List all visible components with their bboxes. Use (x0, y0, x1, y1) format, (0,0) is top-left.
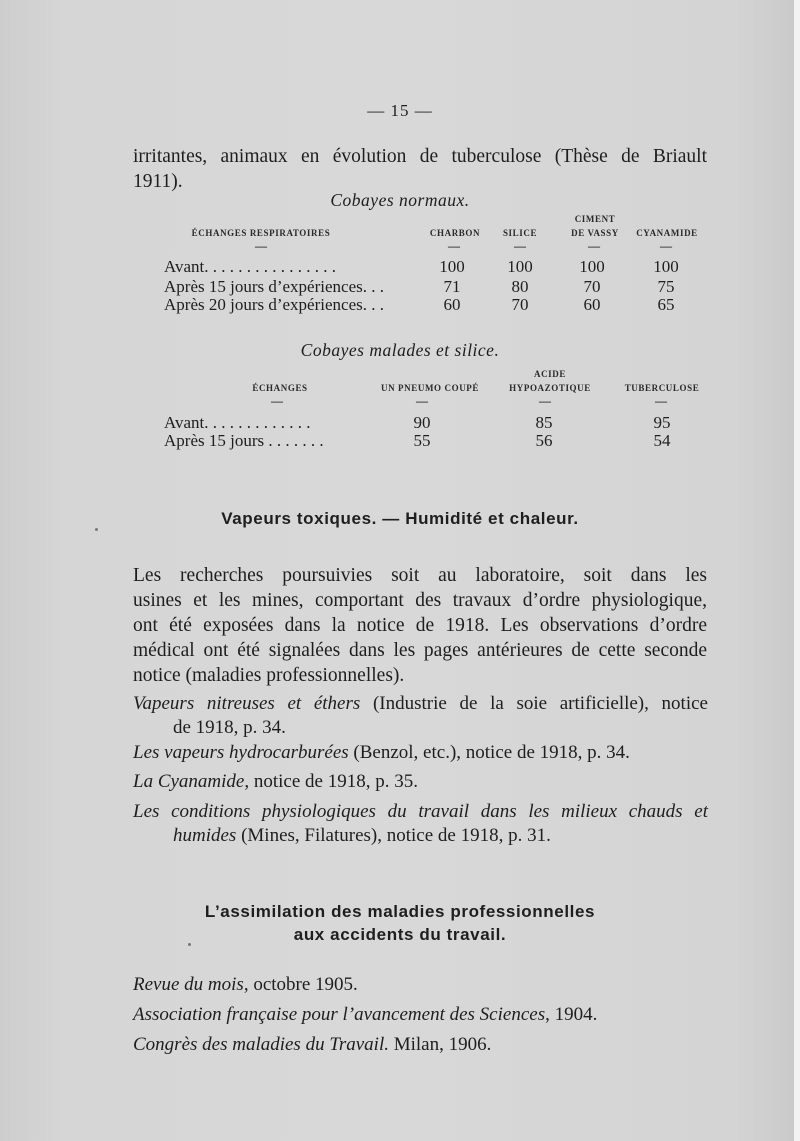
table1-dash: — (448, 239, 460, 253)
reference-item (133, 1003, 708, 1027)
table2-dash: — (271, 394, 283, 408)
table1-cell: 75 (657, 277, 675, 296)
table1-header-silice: SILICE (502, 228, 538, 238)
table1-cell: 100 (579, 257, 605, 276)
table2-caption: Cobayes malades et silice. (300, 340, 500, 360)
reference-title: Les conditions physiologiques du travail dans les milieux chauds et (133, 801, 708, 822)
table2-row-label: Avant. . . . . . . . . . . . . (164, 413, 311, 432)
reference-title: Congrès des maladies du Travail. (133, 1034, 389, 1055)
reference-title: Association française pour l’avancement des Sciences (133, 1004, 546, 1025)
section-heading-vapeurs: Vapeurs toxiques. — Humidité et chaleur. (221, 509, 579, 528)
table1-cell: 60 (583, 295, 601, 314)
table1-caption: Cobayes normaux. (330, 190, 470, 210)
table1-cell: 80 (511, 277, 529, 296)
table1-dash: — (514, 239, 526, 253)
reference-title-cont: humides (173, 825, 237, 846)
table1-cell: 100 (439, 257, 465, 276)
intro-line-2: 1911). (133, 171, 183, 192)
table2-cell: 56 (535, 431, 553, 450)
reference-item (133, 973, 708, 997)
table2-cell: 85 (535, 413, 553, 432)
table1-row-label: Avant. . . . . . . . . . . . . . . . (164, 257, 337, 276)
table2-dash: — (539, 394, 551, 408)
table1-cell: 71 (443, 277, 461, 296)
table1-header-de-vassy: DE VASSY (571, 228, 619, 238)
paper-speck (95, 528, 98, 531)
intro-paragraph (133, 144, 707, 194)
reference-title: Vapeurs nitreuses et éthers (133, 693, 361, 714)
reference-item (133, 692, 708, 740)
table1-row-label: Après 20 jours d’expériences. . . (164, 295, 384, 314)
table2-cell: 55 (413, 431, 431, 450)
body-line: usines et les mines, comportant des travaux d’ordre physiologique, (133, 590, 707, 611)
table1-cell: 70 (511, 295, 529, 314)
reference-detail: , 1904. (545, 1004, 598, 1025)
body-paragraph (133, 563, 707, 688)
table2-row-label: Après 15 jours . . . . . . . (164, 431, 324, 450)
table1-header-cyanamide: CYANAMIDE (636, 228, 698, 238)
page-number: — 15 — (367, 101, 433, 120)
table1-dash: — (588, 239, 600, 253)
reference-continuation: de 1918, p. 34. (173, 717, 286, 738)
page-edge (794, 0, 800, 1141)
reference-title: Revue du mois (133, 974, 244, 995)
table2-header-echanges: ÉCHANGES (252, 383, 308, 393)
table2-header-pneumo: UN PNEUMO COUPÉ (381, 383, 479, 393)
section-heading-accidents: aux accidents du travail. (293, 925, 507, 944)
reference-item (133, 1033, 708, 1057)
intro-line-1: irritantes, animaux en évolution de tuberculose (Thèse de Briault (133, 146, 707, 167)
paper-speck (188, 943, 191, 946)
table1-header-charbon: CHARBON (429, 228, 481, 238)
table2-header-acide: ACIDE (533, 369, 566, 379)
body-line: ont été exposées dans la notice de 1918. Les observations d’ordre (133, 615, 707, 636)
section-heading-assimilation: L’assimilation des maladies professionnelles (204, 902, 596, 921)
reference-title: Les vapeurs hydrocarburées (133, 742, 349, 763)
reference-detail: (Industrie de la soie artificielle), notice (360, 693, 708, 714)
table1-dash: — (255, 239, 267, 253)
reference-item (133, 800, 708, 848)
table2-header-tuberculose: TUBERCULOSE (624, 383, 700, 393)
reference-detail: (Mines, Filatures), notice de 1918, p. 31. (236, 825, 551, 846)
reference-detail: (Benzol, etc.), notice de 1918, p. 34. (348, 742, 630, 763)
table1-cell: 60 (443, 295, 461, 314)
table1-cell: 100 (507, 257, 533, 276)
table1-cell: 65 (657, 295, 675, 314)
reference-detail: , octobre 1905. (243, 974, 358, 995)
table2-dash: — (655, 394, 667, 408)
reference-item (133, 741, 708, 765)
table2-header-hypoazotique: HYPOAZOTIQUE (509, 383, 591, 393)
body-line: notice (maladies professionnelles). (133, 665, 405, 686)
table1-cell: 100 (653, 257, 679, 276)
table1-row-label: Après 15 jours d’expériences. . . (164, 277, 384, 296)
table1-dash: — (660, 239, 672, 253)
table2-cell: 54 (653, 431, 671, 450)
table1-header-ciment: CIMENT (574, 214, 616, 224)
reference-title: La Cyanamide (133, 771, 245, 792)
body-line: Les recherches poursuivies soit au laboratoire, soit dans les (133, 565, 707, 586)
reference-detail: , notice de 1918, p. 35. (244, 771, 418, 792)
table2-cell: 90 (413, 413, 431, 432)
table1-header-echanges: ÉCHANGES RESPIRATOIRES (191, 228, 331, 238)
reference-detail: Milan, 1906. (388, 1034, 492, 1055)
body-line: médical ont été signalées dans les pages antérieures de cette seconde (133, 640, 707, 661)
reference-item (133, 770, 708, 794)
table2-cell: 95 (653, 413, 671, 432)
table1-cell: 70 (583, 277, 601, 296)
table2-dash: — (416, 394, 428, 408)
